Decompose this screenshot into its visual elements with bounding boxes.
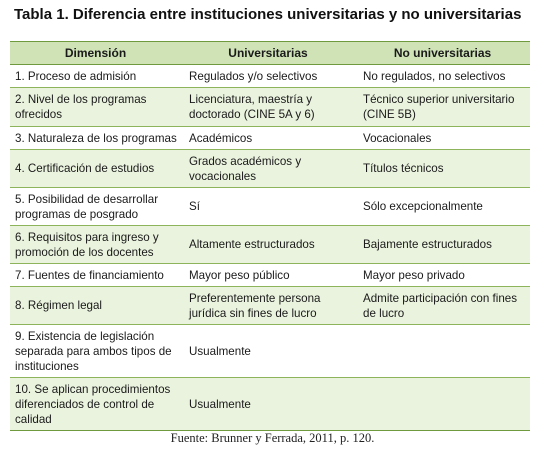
header-no-universitarias: No universitarias — [355, 42, 530, 65]
cell-dimension: 8. Régimen legal — [10, 287, 181, 325]
cell-universitarias: Mayor peso público — [181, 264, 355, 287]
cell-no-universitarias: Bajamente estructurados — [355, 226, 530, 264]
cell-dimension: 2. Nivel de los programas ofrecidos — [10, 88, 181, 127]
cell-dimension: 1. Proceso de admisión — [10, 65, 181, 88]
cell-dimension: 5. Posibilidad de desarrollar programas de posgrado — [10, 188, 181, 226]
cell-universitarias: Usualmente — [181, 325, 355, 378]
table-row — [10, 127, 530, 150]
cell-universitarias: Grados académicos y vocacionales — [181, 150, 355, 188]
cell-universitarias: Licenciatura, maestría y doctorado (CINE 5A y 6) — [181, 88, 355, 127]
table-row — [10, 150, 530, 188]
cell-universitarias: Usualmente — [181, 378, 355, 431]
table-row — [10, 264, 530, 287]
cell-dimension: 3. Naturaleza de los programas — [10, 127, 181, 150]
cell-no-universitarias: Vocacionales — [355, 127, 530, 150]
header-dimension: Dimensión — [10, 42, 181, 65]
table-row — [10, 65, 530, 88]
table-row — [10, 88, 530, 127]
cell-no-universitarias: Sólo excepcionalmente — [355, 188, 530, 226]
cell-dimension: 4. Certificación de estudios — [10, 150, 181, 188]
table-row — [10, 287, 530, 325]
header-row — [10, 42, 530, 65]
cell-no-universitarias — [355, 325, 530, 378]
cell-dimension: 9. Existencia de legislación separada para ambos tipos de instituciones — [10, 325, 181, 378]
cell-no-universitarias: Títulos técnicos — [355, 150, 530, 188]
cell-universitarias: Académicos — [181, 127, 355, 150]
cell-universitarias: Preferentemente persona jurídica sin fines de lucro — [181, 287, 355, 325]
cell-no-universitarias: Admite participación con fines de lucro — [355, 287, 530, 325]
cell-no-universitarias: Técnico superior universitario (CINE 5B) — [355, 88, 530, 127]
cell-universitarias: Sí — [181, 188, 355, 226]
cell-dimension: 6. Requisitos para ingreso y promoción de los docentes — [10, 226, 181, 264]
table-row — [10, 188, 530, 226]
source-note: Fuente: Brunner y Ferrada, 2011, p. 120. — [170, 431, 375, 445]
table-row — [10, 325, 530, 378]
table-title: Tabla 1. Diferencia entre instituciones universitarias y no universitarias — [14, 6, 522, 23]
cell-no-universitarias: Mayor peso privado — [355, 264, 530, 287]
cell-dimension: 10. Se aplican procedimientos diferenciados de control de calidad — [10, 378, 181, 431]
cell-no-universitarias — [355, 378, 530, 431]
table-row — [10, 226, 530, 264]
cell-dimension: 7. Fuentes de financiamiento — [10, 264, 181, 287]
cell-no-universitarias: No regulados, no selectivos — [355, 65, 530, 88]
cell-universitarias: Altamente estructurados — [181, 226, 355, 264]
cell-universitarias: Regulados y/o selectivos — [181, 65, 355, 88]
table-row — [10, 378, 530, 431]
comparison-table — [10, 41, 530, 431]
header-universitarias: Universitarias — [181, 42, 355, 65]
